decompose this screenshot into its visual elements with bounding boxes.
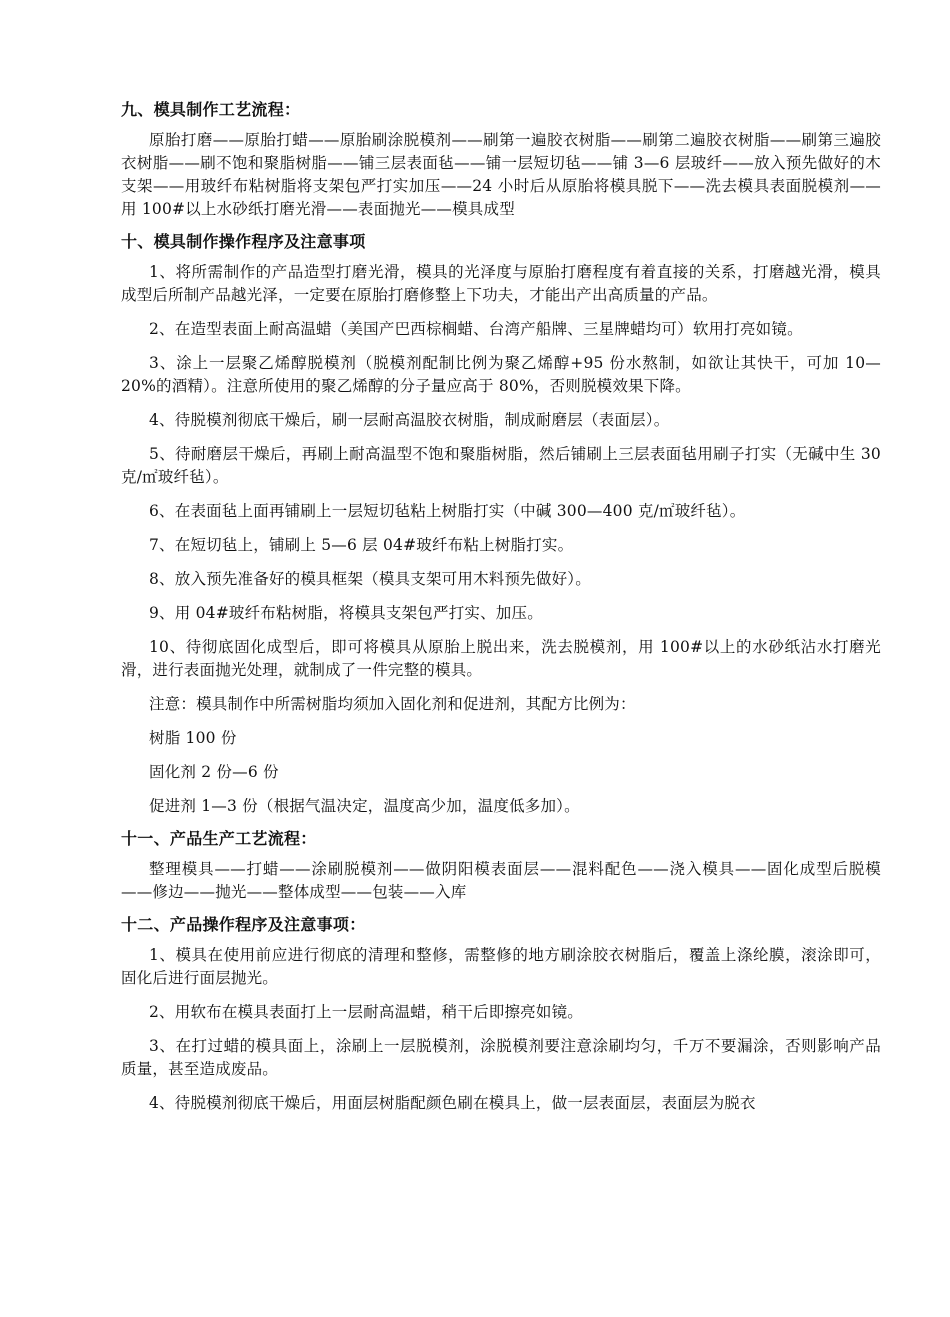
paragraph: 8、放入预先准备好的模具框架（模具支架可用木料预先做好）。 (149, 570, 591, 588)
paragraph: 3、涂上一层聚乙烯醇脱模剂（脱模剂配制比例为聚乙烯醇+95 份水熬制，如欲让其快干，可加 10—20%的酒精）。注意所使用的聚乙烯醇的分子量应高于 80%，否则脱模效果下降。 (121, 354, 881, 395)
document-body (121, 98, 881, 1126)
paragraph: 2、用软布在模具表面打上一层耐高温蜡，稍干后即擦亮如镜。 (149, 1003, 583, 1021)
paragraph: 2、在造型表面上耐高温蜡（美国产巴西棕榈蜡、台湾产船牌、三星牌蜡均可）软用打亮如镜。 (149, 320, 803, 338)
formula-resin: 树脂 100 份 (149, 729, 237, 747)
paragraph: 10、待彻底固化成型后，即可将模具从原胎上脱出来，洗去脱模剂，用 100#以上的水砂纸沾水打磨光滑，进行表面抛光处理，就制成了一件完整的模具。 (121, 638, 881, 679)
paragraph: 9、用 04#玻纤布粘树脂，将模具支架包严打实、加压。 (149, 604, 543, 622)
paragraph: 1、将所需制作的产品造型打磨光滑，模具的光泽度与原胎打磨程度有着直接的关系，打磨越光滑，模具成型后所制产品越光泽，一定要在原胎打磨修整上下功夫，才能出产出高质量的产品。 (121, 263, 881, 304)
formula-curing-agent: 固化剂 2 份—6 份 (149, 763, 279, 781)
paragraph: 原胎打磨——原胎打蜡——原胎刷涂脱模剂——刷第一遍胶衣树脂——刷第二遍胶衣树脂——刷第三遍胶衣树脂——刷不饱和聚脂树脂——铺三层表面毡——铺一层短切毡——铺 3—6 层玻纤——放入预先做好的木支架——用玻纤布粘树脂将支架包严打实加压——24 小时后从原胎将模具脱下——洗去模具表面脱模剂——用 100#以上水砂纸打磨光滑——表面抛光——模具成型 (121, 131, 881, 218)
paragraph: 整理模具——打蜡——涂刷脱模剂——做阴阳模表面层——混料配色——浇入模具——固化成型后脱模——修边——抛光——整体成型——包装——入库 (121, 860, 881, 901)
paragraph: 4、待脱模剂彻底干燥后，用面层树脂配颜色刷在模具上，做一层表面层，表面层为脱衣 (149, 1094, 756, 1112)
paragraph: 4、待脱模剂彻底干燥后，刷一层耐高温胶衣树脂，制成耐磨层（表面层）。 (149, 411, 670, 429)
paragraph: 5、待耐磨层干燥后，再刷上耐高温型不饱和聚脂树脂，然后铺刷上三层表面毡用刷子打实（无碱中生 30 克/㎡玻纤毡）。 (121, 445, 881, 486)
note-paragraph: 注意：模具制作中所需树脂均须加入固化剂和促进剂，其配方比例为： (149, 695, 636, 713)
paragraph: 7、在短切毡上，铺刷上 5—6 层 04#玻纤布粘上树脂打实。 (149, 536, 574, 554)
section-heading-9: 九、模具制作工艺流程： (121, 100, 301, 119)
section-heading-12: 十二、产品操作程序及注意事项： (121, 915, 366, 934)
section-heading-10: 十、模具制作操作程序及注意事项 (121, 232, 366, 251)
paragraph: 6、在表面毡上面再铺刷上一层短切毡粘上树脂打实（中碱 300—400 克/㎡玻纤毡）。 (149, 502, 746, 520)
paragraph: 3、在打过蜡的模具面上，涂刷上一层脱模剂，涂脱模剂要注意涂刷均匀，千万不要漏涂，否则影响产品质量，甚至造成废品。 (121, 1037, 881, 1078)
paragraph: 1、模具在使用前应进行彻底的清理和整修，需整修的地方刷涂胶衣树脂后，覆盖上涤纶膜，滚涂即可，固化后进行面层抛光。 (121, 946, 881, 987)
formula-accelerator: 促进剂 1—3 份（根据气温决定，温度高少加，温度低多加）。 (149, 797, 580, 815)
section-heading-11: 十一、产品生产工艺流程： (121, 829, 317, 848)
